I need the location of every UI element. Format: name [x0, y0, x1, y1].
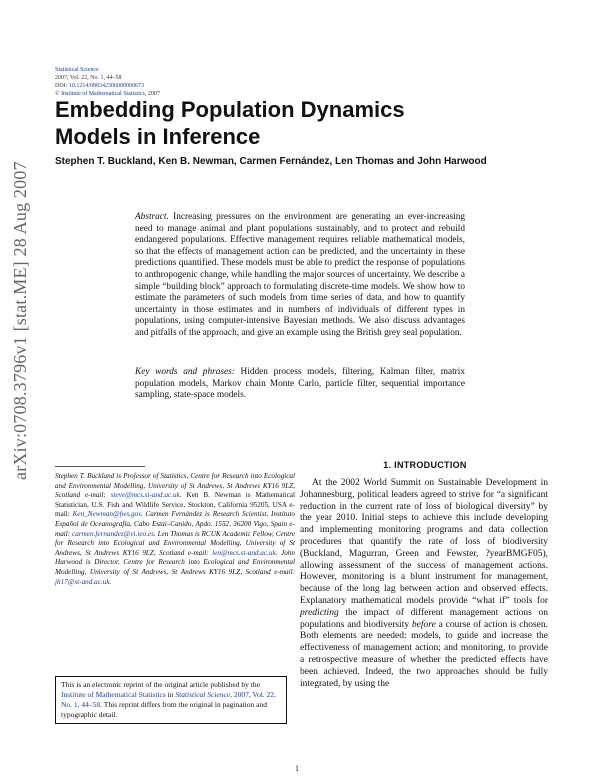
footnote-end: .: [109, 577, 112, 586]
reprint-text-2: in: [165, 690, 176, 699]
intro-emphasis-predicting: predicting: [300, 607, 339, 618]
copyright-year: , 2007: [144, 91, 160, 97]
affiliation-buckland: Stephen T. Buckland is Professor of Statistics, Centre for Research into Ecological and Environmental Modelling, University of St Andrews, St Andrews KY16 9LZ, Scotland e-mail:: [55, 472, 295, 500]
ims-link[interactable]: Institute of Mathematical Statistics: [61, 690, 166, 699]
reprint-notice-box: [55, 676, 287, 724]
journal-name-link[interactable]: Statistical Science: [55, 67, 99, 73]
email-link-buckland[interactable]: steve@mcs.st-and.ac.uk: [110, 491, 180, 500]
paper-title: Embedding Population Dynamics Models in Inference: [55, 97, 405, 149]
footnote-rule: [55, 466, 145, 467]
paper-authors: Stephen T. Buckland, Ken B. Newman, Carmen Fernández, Len Thomas and John Harwood: [55, 156, 487, 167]
doi-prefix: DOI:: [55, 83, 69, 89]
keywords: [135, 367, 465, 402]
email-link-newman[interactable]: Ken_Newman@fws.gov: [72, 510, 141, 519]
journal-volume: 2007, Vol. 22, No. 1, 44–58: [55, 75, 122, 81]
doi-link[interactable]: 10.1214/088342306000000673: [68, 83, 145, 89]
affiliation-thomas: . Len Thomas is RCUK Academic Fellow, Centre for Research into Ecological and Environmental Modelling, University of St Andrews, St Andrews KY16 9LZ, Scotland e-mail:: [55, 529, 295, 557]
author-affiliations-footnote: [55, 472, 295, 587]
intro-part-3: a course of action is chosen. Both elements are needed: models, to guide and increase the effectiveness of management action; and monitoring, to provide a retrospective measure of whether the predicted effects have been achieved. Indeed, the two approaches should be fully integrated, by using the: [300, 619, 548, 689]
intro-emphasis-before: before: [411, 619, 436, 630]
journal-link[interactable]: Statistical Science: [175, 690, 231, 699]
email-link-thomas[interactable]: len@mcs.st-and.ac.uk: [212, 548, 276, 557]
page-number: 1: [295, 764, 299, 773]
keywords-label: Key words and phrases:: [135, 367, 235, 377]
intro-part-2: the impact of different management actions on populations and biodiversity: [300, 607, 548, 630]
keywords-text: Hidden process models, filtering, Kalman filter, matrix population models, Markov chain Monte Carlo, particle filter, sequential importance sampling, state-space models.: [135, 367, 465, 401]
reprint-text-1: This is an electronic reprint of the original article published by the: [61, 680, 260, 689]
arxiv-identifier: arXiv:0708.3796v1 [stat.ME] 28 Aug 2007: [10, 161, 30, 480]
abstract-label: Abstract.: [135, 212, 169, 222]
section-heading-introduction: 1. INTRODUCTION: [383, 460, 467, 470]
copyright-symbol: ©: [55, 91, 60, 97]
journal-doi: [55, 82, 160, 90]
abstract: [135, 212, 465, 340]
journal-header: [55, 66, 160, 98]
intro-part-1: At the 2002 World Summit on Sustainable Development in Johannesburg, political leaders agreed to strive for “a significant reduction in the current rate of loss of biological diversity” by the year 2010. Initial steps to achieve this include developing and implementing monitoring programs and data collection procedures that quantify the rate of loss of biodiversity (Buckland, Magurran, Green and Fewster, ?yearBMGF05), allowing assessment of the success of management actions. However, monitoring is a blunt instrument for management, because of the long lag between action and observed effects. Explanatory mathematical models provide “what if” tools for: [300, 478, 548, 606]
footnote-sep: . Ken B. Newman is Mathematical Statistician, U.S. Fish and Wildlife Service, Stockton, California 95205, USA e-mail:: [55, 491, 295, 519]
copyright-org-link[interactable]: Institute of Mathematical Statistics: [61, 91, 145, 97]
abstract-text: Increasing pressures on the environment are generating an ever-increasing need to manage animal and plant populations sustainably, and to protect and rebuild endangered populations. Effective management requires reliable mathematical models, so that the effects of management action can be predicted, and the uncertainty in these predictions quantified. These models must be able to predict the response of populations to anthropogenic change, while handling the major sources of uncertainty. We describe a simple “building block” approach to formulating discrete-time models. We show how to estimate the parameters of such models from time series of data, and how to quantify uncertainty in those estimates and in numbers of individuals of different types in populations, using computer-intensive Bayesian methods. We also discuss advantages and pitfalls of the approach, and give an example using the British grey seal population.: [135, 212, 465, 338]
introduction-text: [300, 478, 548, 690]
affiliation-harwood: . John Harwood is Director, Centre for Research into Ecological and Environmental Modelling, University of St Andrews, St Andrews KY16 9LZ, Scotland e-mail:: [55, 548, 295, 576]
volume-link[interactable]: , 2007, Vol. 22, No. 1, 44–58: [61, 690, 276, 709]
reprint-text-3: . This reprint differs from the original in pagination and typographic detail.: [61, 700, 267, 719]
email-link-harwood[interactable]: jh17@st-and.ac.uk: [55, 577, 110, 586]
email-link-fernandez[interactable]: carmen.fernandez@vi.ieo.es: [72, 529, 154, 538]
affiliation-fernandez: . Carmen Fernández is Research Scientist, Instituto Español de Oceanografía, Cabo Estai–Canido, Apdo. 1552, 36200 Vigo, Spain e-mail:: [55, 510, 295, 538]
